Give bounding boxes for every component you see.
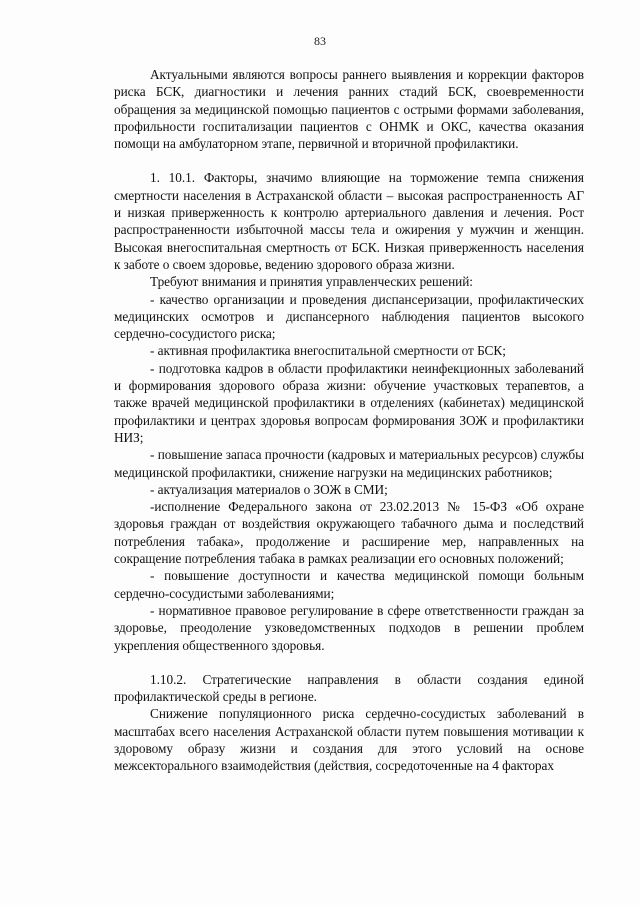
paragraph-strategy: Снижение популяционного риска сердечно-сосудистых заболеваний в масштабах всего населения Астраханской области путем повышения мотивации к здоровому образу жизни и создания для этого условий на основе межсекторального взаимодействия (действия, сосредоточенные на 4 факторах bbox=[114, 706, 584, 774]
section-heading-1-10-1: 1. 10.1. Факторы, значимо влияющие на торможение темпа снижения смертности населения в Астраханской области – высокая распространенность АГ и низкая приверженность к контролю артериального давления и лечения. Рост распространенности избыточной массы тела и ожирения у мужчин и женщин. Высокая внегоспитальная смертность от БСК. Низкая приверженность населения к заботе о своем здоровье, ведению здорового образа жизни. bbox=[114, 170, 584, 272]
list-item: - нормативное правовое регулирование в сфере ответственности граждан за здоровье, преодоление узковедомственных подходов в решении проблем укрепления общественного здоровья. bbox=[114, 602, 584, 653]
list-item: - подготовка кадров в области профилактики неинфекционных заболеваний и формирования здорового образа жизни: обучение участковых терапевтов, а также врачей медицинской профилактики в отделениях (кабинетах) медицинской профилактики и центрах здоровья вопросам формирования ЗОЖ и профилактики НИЗ; bbox=[114, 360, 584, 445]
section-heading-1-10-2: 1.10.2. Стратегические направления в области создания единой профилактической среды в регионе. bbox=[114, 671, 584, 705]
paragraph-intro: Актуальными являются вопросы раннего выявления и коррекции факторов риска БСК, диагностики и лечения ранних стадий БСК, своевременности обращения за медицинской помощью пациентов с острыми формами заболевания, профильности госпитализации пациентов с ОНМК и ОКС, качества оказания помощи на амбулаторном этапе, первичной и вторичной профилактики. bbox=[114, 67, 584, 152]
page-number: 83 bbox=[314, 34, 326, 48]
paragraph-decisions-intro: Требуют внимания и принятия управленческих решений: bbox=[150, 274, 473, 290]
list-item: - активная профилактика внегоспитальной смертности от БСК; bbox=[150, 343, 506, 359]
document-body bbox=[114, 66, 584, 775]
list-item: - повышение доступности и качества медицинской помощи больным сердечно-сосудистыми заболеваниями; bbox=[114, 568, 584, 601]
list-item: -исполнение Федерального закона от 23.02.2013 № 15-ФЗ «Об охране здоровья граждан от воздействия окружающего табачного дыма и последствий потребления табака», продолжение и расширение мер, направленных на сокращение потребления табака в рамках реализации его основных положений; bbox=[114, 499, 584, 567]
list-item: - повышение запаса прочности (кадровых и материальных ресурсов) службы медицинской профилактики, снижение нагрузки на медицинских работников; bbox=[114, 447, 584, 480]
list-item: - актуализация материалов о ЗОЖ в СМИ; bbox=[150, 481, 388, 497]
list-item: - качество организации и проведения диспансеризации, профилактических медицинских осмотров и диспансерного наблюдения пациентов высокого сердечно-сосудистого риска; bbox=[114, 291, 584, 342]
